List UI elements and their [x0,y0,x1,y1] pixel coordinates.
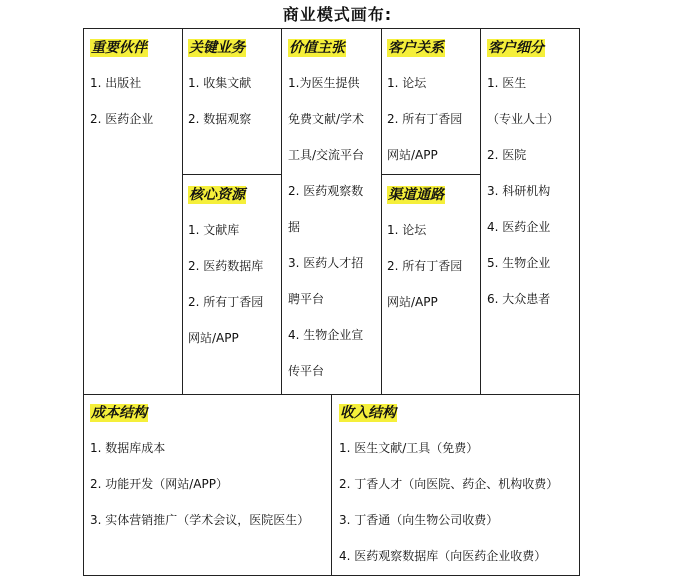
cost-structure-block [90,402,309,529]
key-partners-header: 重要伙伴 [91,40,147,56]
list-item: 2. 所有丁香园 [188,295,264,309]
revenue-streams-block [339,402,558,565]
text-line: 4. 生物企业宣 [288,328,364,342]
list-item: 1. 数据库成本 [90,441,166,455]
list-item: 3. 丁香通（向生物公司收费） [339,513,499,527]
value-propositions-header: 价值主张 [289,40,345,56]
list-item: 1. 医生文献/工具（免费） [339,441,479,455]
list-item: （专业人士） [487,112,560,126]
list-item: 1. 收集文献 [188,76,252,90]
revenue-streams-header: 收入结构 [340,405,396,421]
text-line: 据 [288,220,301,234]
text-line: 工具/交流平台 [288,148,365,162]
list-item: 1. 出版社 [90,76,142,90]
customer-relationships-block [387,37,462,164]
key-partners-block [90,37,153,128]
text-line: 3. 医药人才招 [288,256,364,270]
list-item: 2. 医院 [487,148,527,162]
list-item: 网站/APP [387,148,438,162]
channels-header: 渠道通路 [388,187,444,203]
customer-segments-block [487,37,559,308]
text-line: 2. 医药观察数 [288,184,364,198]
page-title: 商业模式画布: [282,5,393,24]
divider [182,174,281,175]
divider [381,29,382,394]
divider [182,29,183,394]
customer-segments-header: 客户细分 [488,40,544,56]
divider [381,174,480,175]
list-item: 6. 大众患者 [487,292,551,306]
list-item: 3. 实体营销推广（学术会议，医院医生） [90,513,310,527]
value-propositions-block [288,37,364,380]
text-line: 1.为医生提供 [288,76,360,90]
list-item: 1. 文献库 [188,223,240,237]
list-item: 5. 生物企业 [487,256,551,270]
channels-block [387,184,462,311]
list-item: 2. 医药企业 [90,112,154,126]
list-item: 4. 医药企业 [487,220,551,234]
list-item: 2. 功能开发（网站/APP） [90,477,228,491]
key-resources-header: 核心资源 [189,187,245,203]
key-activities-block [188,37,251,128]
list-item: 4. 医药观察数据库（向医药企业收费） [339,549,547,563]
text-line: 传平台 [288,364,325,378]
list-item: 网站/APP [387,295,438,309]
list-item: 网站/APP [188,331,239,345]
customer-relationships-header: 客户关系 [388,40,444,56]
divider [480,29,481,394]
text-line: 免费文献/学术 [288,112,365,126]
text-line: 聘平台 [288,292,325,306]
list-item: 1. 论坛 [387,76,427,90]
divider [84,394,579,395]
list-item: 1. 论坛 [387,223,427,237]
list-item: 2. 医药数据库 [188,259,264,273]
list-item: 3. 科研机构 [487,184,551,198]
key-resources-block [188,184,263,347]
business-model-canvas [83,28,580,576]
list-item: 1. 医生 [487,76,527,90]
list-item: 2. 所有丁香园 [387,112,463,126]
list-item: 2. 数据观察 [188,112,252,126]
list-item: 2. 所有丁香园 [387,259,463,273]
cost-structure-header: 成本结构 [91,405,147,421]
divider [331,394,332,576]
list-item: 2. 丁香人才（向医院、药企、机构收费） [339,477,559,491]
divider [281,29,282,394]
key-activities-header: 关键业务 [189,40,245,56]
